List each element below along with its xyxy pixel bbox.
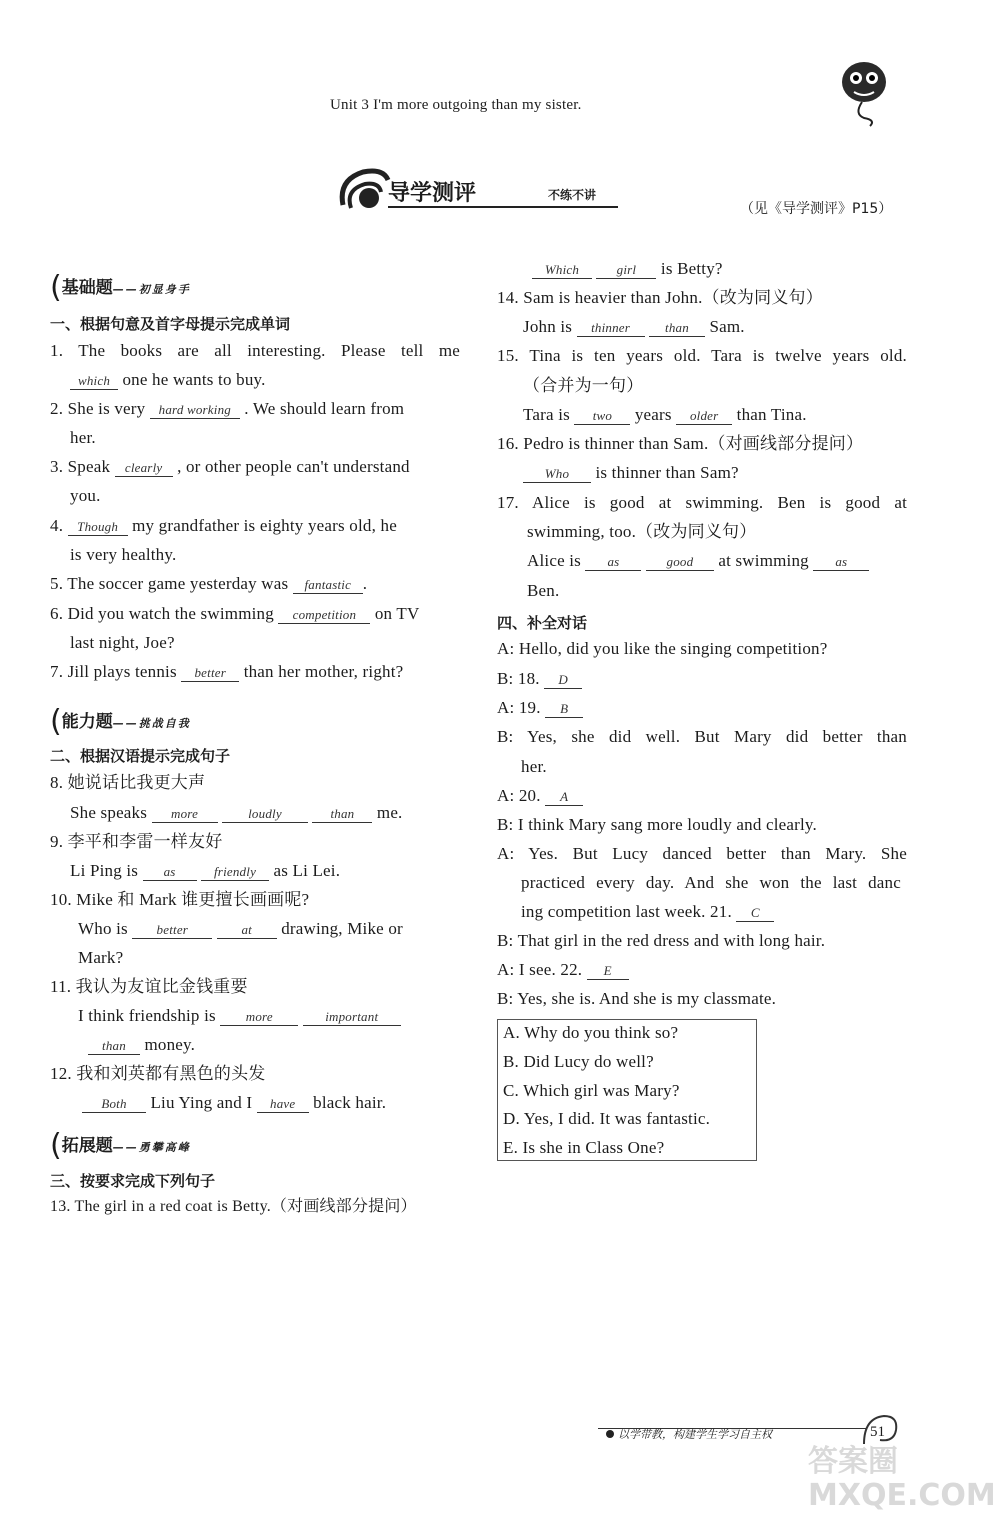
q11-line1: I think friendship is more important	[78, 1005, 401, 1027]
q7-answer: better	[181, 665, 239, 682]
q1-answer: which	[70, 373, 118, 390]
q12-prompt: 12. 我和刘英都有黑色的头发	[50, 1064, 266, 1083]
footer-slogan: 以学带教，构建学生学习自主权	[618, 1428, 772, 1441]
q8-prompt: 8. 她说话比我更大声	[50, 773, 206, 792]
category-ability: (能力题——挑战自我	[50, 704, 191, 739]
dialog-7b: practiced every day. And she won the last danc	[521, 873, 901, 892]
q16-answer: Who	[523, 466, 591, 483]
q13-answer-line: Which girl is Betty?	[532, 258, 723, 280]
q10-prompt: 10. Mike 和 Mark 谁更擅长画画呢?	[50, 890, 310, 909]
q17-line4: Ben.	[527, 581, 560, 600]
q10-answer-1: better	[132, 922, 212, 939]
q15-answer-2: older	[676, 408, 732, 425]
dialog-9: A: I see. 22. E	[497, 959, 629, 981]
dialog-3: A: 19. B	[497, 697, 583, 719]
dialog-5: A: 20. A	[497, 785, 583, 807]
dialog-4b: her.	[521, 757, 547, 776]
q17-line2: swimming, too.（改为同义句）	[527, 522, 757, 541]
q3-line2: you.	[70, 486, 101, 505]
q17-answer-2: good	[646, 554, 714, 571]
dialog-answer-20: A	[545, 789, 583, 806]
q2-line2: her.	[70, 428, 96, 447]
q9-answer-2: friendly	[201, 864, 269, 881]
q4-line2: is very healthy.	[70, 545, 177, 564]
dialog-4: B: Yes, she did well. But Mary did better than	[497, 727, 907, 746]
q8-line: She speaks more loudly than me.	[70, 803, 403, 822]
dialog-7c: ing competition last week. 21. C	[521, 901, 774, 923]
q9-line: Li Ping is as friendly as Li Lei.	[70, 861, 341, 880]
category-extend: (拓展题——勇攀高峰	[50, 1128, 191, 1163]
page-number: 51	[870, 1424, 885, 1440]
q15-answer-1: two	[574, 408, 630, 425]
dialog-answer-18: D	[544, 672, 582, 689]
q15-line2: （合并为一句）	[523, 376, 644, 395]
q8-answer-2: loudly	[222, 806, 308, 823]
q11-prompt: 11. 我认为友谊比金钱重要	[50, 977, 248, 996]
q11-answer-3: than	[88, 1038, 140, 1055]
category-basic: (基础题——初显身手	[50, 270, 191, 305]
q14-line1: 14. Sam is heavier than John.（改为同义句）	[497, 288, 823, 307]
reference: （见《导学测评》P15）	[740, 201, 893, 217]
q14-answer-1: thinner	[577, 320, 645, 337]
q13-line: 13. The girl in a red coat is Betty.（对画线部分提问）	[50, 1198, 417, 1215]
q11-answer-1: more	[220, 1009, 298, 1026]
section-subtitle: 不练不讲	[548, 188, 597, 202]
q16-line1: 16. Pedro is thinner than Sam.（对画线部分提问）	[497, 434, 864, 453]
q8-answer-1: more	[152, 806, 218, 823]
q15-line1: 15. Tina is ten years old. Tara is twelve years old.	[497, 346, 907, 365]
q3-answer: clearly	[115, 460, 173, 477]
q8-answer-3: than	[312, 806, 372, 823]
dialog-answer-22: E	[587, 963, 629, 980]
q10-line1: Who is better at drawing, Mike or	[78, 919, 403, 938]
mascot-icon	[832, 52, 898, 132]
section-1-heading: 一、根据句意及首字母提示完成单词	[50, 315, 291, 333]
dialog-7: A: Yes. But Lucy danced better than Mary. She	[497, 844, 907, 863]
q1-line2: which one he wants to buy.	[70, 369, 266, 391]
option-c: C. Which girl was Mary?	[503, 1081, 680, 1100]
q16-line2: Who is thinner than Sam?	[523, 462, 739, 484]
watermark: 答案圈 MXQE.COM	[808, 1444, 996, 1513]
q10-answer-2: at	[217, 922, 277, 939]
section-2-heading: 二、根据汉语提示完成句子	[50, 747, 231, 765]
q11-answer-2: important	[303, 1009, 401, 1026]
q14-answer-2: than	[649, 320, 705, 337]
dialog-2: B: 18. D	[497, 668, 582, 690]
q7-line: 7. Jill plays tennis better than her mother, right?	[50, 662, 404, 681]
q12-answer-2: have	[257, 1096, 309, 1113]
q12-line: Both Liu Ying and I have black hair.	[82, 1092, 386, 1114]
option-e: E. Is she in Class One?	[503, 1138, 665, 1157]
q17-line1: 17. Alice is good at swimming. Ben is good at	[497, 493, 907, 512]
dialog-6: B: I think Mary sang more loudly and clearly.	[497, 815, 817, 834]
dialog-10: B: Yes, she is. And she is my classmate.	[497, 989, 777, 1008]
q14-line2: John is thinner than Sam.	[523, 317, 745, 336]
dialog-8: B: That girl in the red dress and with long hair.	[497, 931, 826, 950]
q13-answer-1: Which	[532, 262, 592, 279]
q5-line: 5. The soccer game yesterday was fantastic .	[50, 574, 368, 593]
q11-line2: than money.	[88, 1034, 195, 1056]
q6-line1: 6. Did you watch the swimming competition on TV	[50, 604, 420, 623]
bullet-icon	[606, 1430, 614, 1438]
q17-answer-3: as	[813, 554, 869, 571]
q13-answer-2: girl	[596, 262, 656, 279]
q2-line1: 2. She is very hard working . We should learn from	[50, 399, 405, 418]
q4-line1: 4. Though my grandfather is eighty years old, he	[50, 516, 397, 535]
q1-line1: 1. The books are all interesting. Please tell me	[50, 341, 460, 360]
q6-line2: last night, Joe?	[70, 633, 175, 652]
q6-answer: competition	[278, 607, 370, 624]
dialog-1: A: Hello, did you like the singing competition?	[497, 639, 828, 658]
unit-title: Unit 3 I'm more outgoing than my sister.	[330, 97, 582, 113]
q9-prompt: 9. 李平和李雷一样友好	[50, 832, 223, 851]
q5-answer: fantastic	[293, 577, 363, 594]
section-3-heading: 三、按要求完成下列句子	[50, 1172, 216, 1190]
section-4-heading: 四、补全对话	[497, 614, 588, 632]
option-d: D. Yes, I did. It was fantastic.	[503, 1109, 711, 1128]
q2-answer: hard working	[150, 402, 240, 419]
banner-rule	[388, 206, 618, 208]
q17-line3: Alice is as good at swimming as	[527, 550, 869, 572]
dialog-answer-21: C	[736, 905, 774, 922]
q4-answer: Though	[68, 519, 128, 536]
swirl-logo-icon	[333, 160, 393, 220]
q10-line2: Mark?	[78, 948, 124, 967]
q15-line3: Tara is two years older than Tina.	[523, 405, 807, 424]
dialog-answer-19: B	[545, 701, 583, 718]
option-a: A. Why do you think so?	[503, 1023, 679, 1042]
q9-answer-1: as	[143, 864, 197, 881]
option-b: B. Did Lucy do well?	[503, 1052, 654, 1071]
section-title: 导学测评	[388, 181, 477, 206]
q3-line1: 3. Speak clearly , or other people can't understand	[50, 457, 410, 476]
q17-answer-1: as	[585, 554, 641, 571]
q12-answer-1: Both	[82, 1096, 146, 1113]
